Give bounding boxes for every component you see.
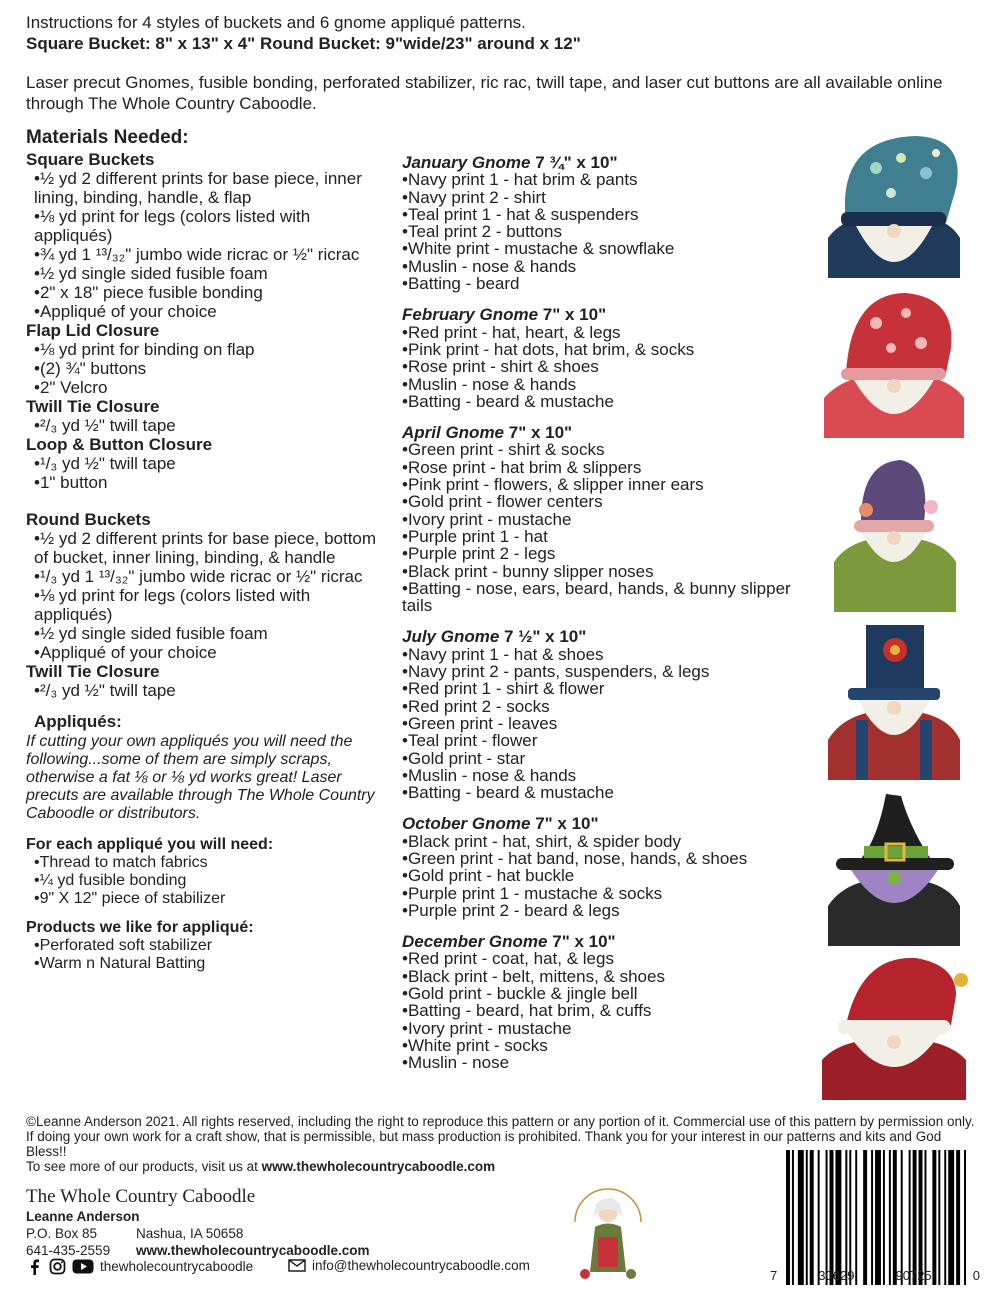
gnome-material-item: • Navy print 1 - hat & shoes [402, 646, 802, 663]
gnome-size: 7 ½" x 10" [504, 627, 587, 647]
gnome-list [402, 154, 802, 1086]
appliques-heading: Appliqués: [34, 712, 122, 731]
barcode-bar [863, 1150, 867, 1285]
gnome-title [402, 306, 802, 323]
materials-column [26, 128, 386, 973]
see-more-site-link[interactable]: www.thewholecountrycaboodle.com [261, 1159, 496, 1174]
gnome-name: October Gnome [402, 814, 536, 834]
barcode-bar [871, 1150, 873, 1285]
company-logo [565, 1182, 651, 1282]
gnome-size: 7 ¾" x 10" [535, 153, 618, 172]
gnome-material-item: • Purple print 2 - beard & legs [402, 902, 802, 919]
see-more-text: To see more of our products, visit us at [26, 1159, 262, 1174]
list-item: • ½ yd single sided fusible foam [34, 624, 386, 643]
barcode-digit-2: 30629 [818, 1268, 855, 1283]
list-item: • Thread to match fabrics [34, 854, 386, 872]
round-twill-items [26, 681, 386, 700]
gnome-material-item: • Muslin - nose & hands [402, 376, 802, 393]
list-item: • Appliqué of your choice [34, 643, 386, 662]
city: Nashua, IA 50658 [136, 1226, 244, 1241]
list-item: • Perforated soft stabilizer [34, 937, 386, 955]
list-item: • ¾ yd 1 ¹³/₃₂" jumbo wide ricrac or ½" ricrac [34, 245, 386, 264]
loop-button-heading: Loop & Button Closure [26, 435, 213, 454]
gnome-material-item: • White print - mustache & snowflake [402, 240, 802, 257]
barcode-digit-3: 90725 [895, 1268, 932, 1283]
list-item: • ½ yd 2 different prints for base piece, bottom of bucket, inner lining, binding, & handle [34, 529, 386, 567]
gnome-material-item: • Teal print 1 - hat & suspenders [402, 206, 802, 223]
barcode-bar [849, 1150, 851, 1285]
gnome-material-item: • Teal print - flower [402, 732, 802, 749]
january-gnome-image [806, 128, 982, 278]
intro-dimensions: Square Bucket: 8" x 13" x 4" Round Bucket: 9"wide/23" around x 12" [26, 34, 581, 53]
gnome-title [402, 815, 802, 832]
gnome-material-item: • Purple print 2 - legs [402, 545, 802, 562]
barcode-bar [924, 1150, 926, 1285]
gnome-block [402, 306, 802, 410]
barcode-bar [835, 1150, 841, 1285]
gnome-size: 7" x 10" [552, 932, 616, 952]
gnome-name: December Gnome [402, 932, 553, 952]
gnome-material-item: • Gold print - flower centers [402, 493, 802, 510]
barcode-bar [901, 1150, 903, 1285]
barcode-digit-4: 0 [972, 1268, 980, 1283]
products-heading: Products we like for appliqué: [26, 919, 254, 936]
barcode-digit-1: 7 [770, 1268, 778, 1283]
gnome-block [402, 154, 802, 292]
gnome-material-item: • Pink print - hat dots, hat brim, & socks [402, 341, 802, 358]
list-item: • ⅛ yd print for legs (colors listed with appliqués) [34, 586, 386, 624]
barcode-bar [792, 1150, 794, 1285]
gnome-material-item: • Muslin - nose [402, 1054, 802, 1071]
intro [26, 12, 986, 114]
gnome-name: January Gnome [402, 153, 536, 172]
gnome-block [402, 424, 802, 614]
list-item: • ½ yd 2 different prints for base piece, inner lining, binding, handle, & flap [34, 169, 386, 207]
gnome-material-item: • Black print - bunny slipper noses [402, 563, 802, 580]
gnome-material-item: • Red print 2 - socks [402, 698, 802, 715]
social-handle[interactable]: thewholecountrycaboodle [100, 1259, 254, 1274]
gnome-material-item: • Teal print 2 - buttons [402, 223, 802, 240]
website-link[interactable]: www.thewholecountrycaboodle.com [136, 1243, 370, 1258]
gnome-material-item: • Purple print 1 - mustache & socks [402, 885, 802, 902]
barcode-bar [806, 1150, 808, 1285]
barcode-bar [944, 1150, 946, 1285]
twill-tie-heading: Twill Tie Closure [26, 397, 160, 416]
intro-line-1: Instructions for 4 styles of buckets and 6 gnome appliqué patterns. [26, 13, 526, 32]
email-address[interactable]: info@thewholecountrycaboodle.com [312, 1258, 530, 1273]
barcode [782, 1150, 972, 1285]
list-item: • Warm n Natural Batting [34, 955, 386, 973]
gnome-material-item: • Batting - beard & mustache [402, 393, 802, 410]
april-gnome-image [806, 452, 982, 612]
gnome-material-item: • Purple print 1 - hat [402, 528, 802, 545]
barcode-bar [913, 1150, 917, 1285]
gnome-title [402, 628, 802, 645]
each-items [26, 854, 386, 908]
contact-info [26, 1208, 370, 1259]
gnome-title [402, 933, 802, 950]
barcode-bar [932, 1150, 936, 1285]
gnome-title [402, 424, 802, 441]
gnome-material-item: • Green print - shirt & socks [402, 441, 802, 458]
july-gnome-image [806, 620, 982, 780]
barcode-bar [893, 1150, 897, 1285]
gnome-material-item: • Navy print 1 - hat brim & pants [402, 171, 802, 188]
gnome-material-item: • White print - socks [402, 1037, 802, 1054]
list-item: • ²/₃ yd ½" twill tape [34, 416, 386, 435]
list-item: • (2) ¾" buttons [34, 359, 386, 378]
gnome-name: February Gnome [402, 305, 543, 325]
barcode-bar [826, 1150, 828, 1285]
gnome-material-item: • Batting - nose, ears, beard, hands, & bunny slipper tails [402, 580, 802, 615]
gnome-material-item: • Muslin - nose & hands [402, 767, 802, 784]
barcode-bar [855, 1150, 857, 1285]
barcode-bar [875, 1150, 881, 1285]
round-items [26, 529, 386, 662]
list-item: • ²/₃ yd ½" twill tape [34, 681, 386, 700]
october-gnome-image [806, 786, 982, 946]
gnome-name: April Gnome [402, 423, 509, 443]
barcode-bar [909, 1150, 911, 1285]
gnome-material-item: • Navy print 2 - shirt [402, 189, 802, 206]
barcode-bar [798, 1150, 804, 1285]
gnome-material-item: • Gold print - buckle & jingle bell [402, 985, 802, 1002]
february-gnome-image [806, 288, 982, 438]
gnome-material-item: • Rose print - shirt & shoes [402, 358, 802, 375]
round-twill-heading: Twill Tie Closure [26, 662, 160, 681]
barcode-bar [818, 1150, 820, 1285]
envelope-icon [288, 1259, 306, 1272]
square-items [26, 169, 386, 321]
gnome-block [402, 628, 802, 801]
list-item: • 2" x 18" piece fusible bonding [34, 283, 386, 302]
gnome-material-item: • Black print - hat, shirt, & spider body [402, 833, 802, 850]
gnome-material-item: • Red print - coat, hat, & legs [402, 950, 802, 967]
gnome-material-item: • Rose print - hat brim & slippers [402, 459, 802, 476]
gnome-size: 7" x 10" [508, 423, 573, 443]
gnome-name: July Gnome [402, 627, 505, 647]
social-links [26, 1258, 253, 1275]
gnome-material-item: • Batting - beard, hat brim, & cuffs [402, 1002, 802, 1019]
gnome-size: 7" x 10" [542, 305, 607, 325]
intro-availability: Laser precut Gnomes, fusible bonding, perforated stabilizer, ric rac, twill tape, and laser cut buttons are all available online through The Whole Country Caboodle. [26, 73, 943, 113]
copyright-text: ©Leanne Anderson 2021. All rights reserved, including the right to reproduce this pattern or any portion of it. Commercial use of this pattern by permission only. If doing your own work for a craft show, that is permissible, but mass production is prohibited. Thank you for your interest in our patterns and kits and God Bless!! [26, 1114, 975, 1159]
square-buckets-heading: Square Buckets [26, 150, 155, 169]
round-buckets-heading: Round Buckets [26, 510, 151, 529]
barcode-bar [883, 1150, 885, 1285]
barcode-number [770, 1268, 980, 1283]
list-item: • Appliqué of your choice [34, 302, 386, 321]
list-item: • ⅛ yd print for binding on flap [34, 340, 386, 359]
list-item: • 9" X 12" piece of stabilizer [34, 890, 386, 908]
barcode-bar [964, 1150, 966, 1285]
gnome-material-item: • Red print - hat, heart, & legs [402, 324, 802, 341]
list-item: • 2" Velcro [34, 378, 386, 397]
barcode-bar [845, 1150, 847, 1285]
barcode-bar [889, 1150, 891, 1285]
loop-items [26, 454, 386, 492]
gnome-material-item: • Pink print - flowers, & slipper inner ears [402, 476, 802, 493]
each-applique-heading: For each appliqué you will need: [26, 836, 274, 853]
gnome-material-item: • Green print - hat band, nose, hands, & shoes [402, 850, 802, 867]
list-item: • ⅛ yd print for legs (colors listed with appliqués) [34, 207, 386, 245]
instagram-icon[interactable] [49, 1258, 66, 1275]
list-item: • 1" button [34, 473, 386, 492]
barcode-bar [919, 1150, 923, 1285]
gnome-material-item: • Ivory print - mustache [402, 511, 802, 528]
barcode-bar [830, 1150, 834, 1285]
barcode-bar [810, 1150, 814, 1285]
gnome-material-item: • Green print - leaves [402, 715, 802, 732]
gnome-material-item: • Red print 1 - shirt & flower [402, 680, 802, 697]
list-item: • ¹/₃ yd 1 ¹³/₃₂" jumbo wide ricrac or ½" ricrac [34, 567, 386, 586]
gnome-material-item: • Batting - beard [402, 275, 802, 292]
december-gnome-image [806, 950, 982, 1100]
products-items [26, 937, 386, 973]
appliques-text: If cutting your own appliqués you will need the following...some of them are simply scraps, otherwise a fat ⅛ or ⅛ yd works great! Laser precuts are available through The Whole Country Caboodle or distributors. [26, 733, 375, 822]
gnome-material-item: • Gold print - hat buckle [402, 867, 802, 884]
youtube-icon[interactable] [72, 1258, 94, 1275]
materials-heading: Materials Needed: [26, 127, 189, 148]
phone: 641-435-2559 [26, 1243, 111, 1258]
contact-person: Leanne Anderson [26, 1209, 140, 1224]
barcode-bar [938, 1150, 940, 1285]
barcode-bar [948, 1150, 954, 1285]
list-item: • ¹/₃ yd ½" twill tape [34, 454, 386, 473]
gnome-material-item: • Batting - beard & mustache [402, 784, 802, 801]
gnome-material-item: • Ivory print - mustache [402, 1020, 802, 1037]
gnome-title [402, 154, 802, 171]
flap-lid-heading: Flap Lid Closure [26, 321, 160, 340]
gnome-material-item: • Navy print 2 - pants, suspenders, & legs [402, 663, 802, 680]
gnome-size: 7" x 10" [535, 814, 599, 834]
barcode-bar [786, 1150, 790, 1285]
barcode-bar [956, 1150, 960, 1285]
gnome-block [402, 933, 802, 1071]
email-contact [288, 1258, 530, 1273]
gnome-material-item: • Muslin - nose & hands [402, 258, 802, 275]
flap-items [26, 340, 386, 397]
company-name: The Whole Country Caboodle [26, 1186, 256, 1207]
list-item: • ½ yd single sided fusible foam [34, 264, 386, 283]
twill-items [26, 416, 386, 435]
facebook-icon[interactable] [26, 1258, 43, 1275]
gnome-material-item: • Gold print - star [402, 750, 802, 767]
gnome-block [402, 815, 802, 919]
po-box: P.O. Box 85 [26, 1226, 98, 1241]
list-item: • ¼ yd fusible bonding [34, 872, 386, 890]
gnome-material-item: • Black print - belt, mittens, & shoes [402, 968, 802, 985]
